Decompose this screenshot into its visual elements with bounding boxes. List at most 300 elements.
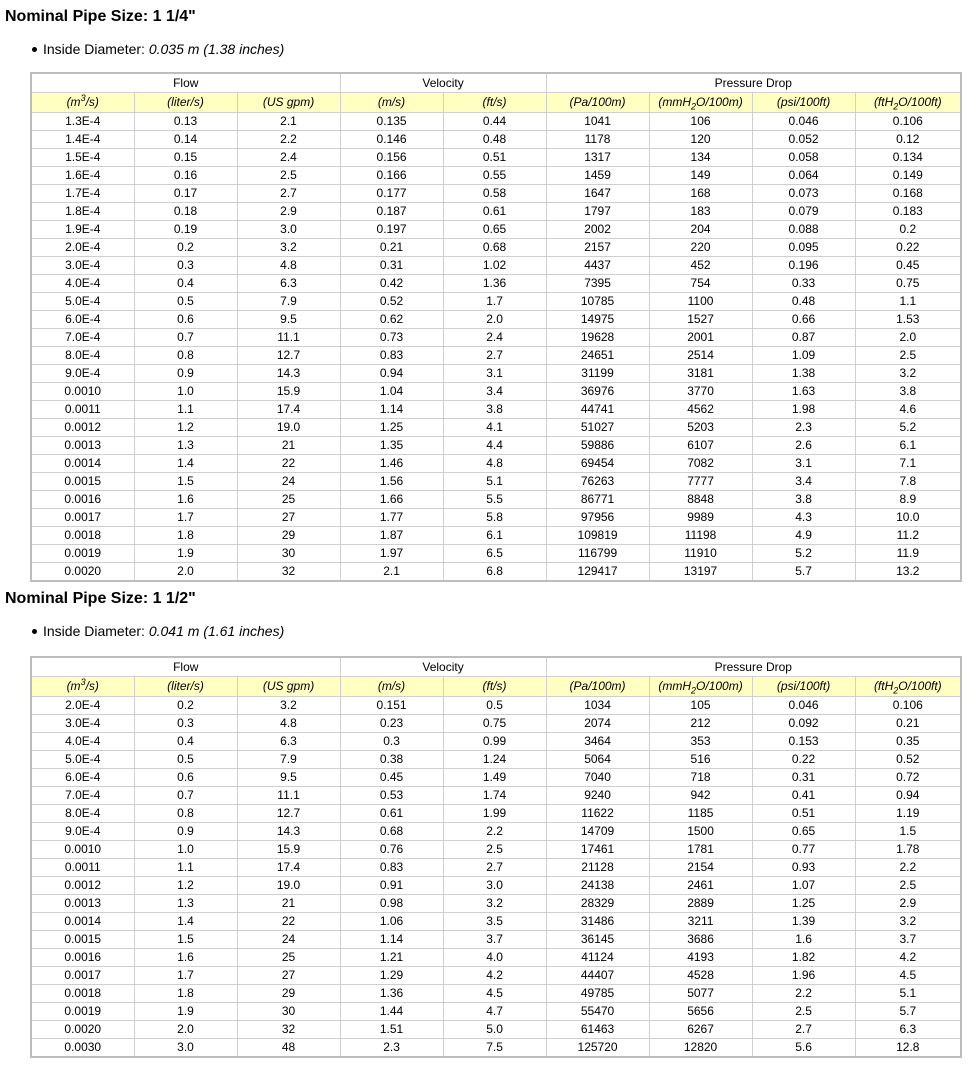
cell-flow-m3s: 0.0019: [31, 1003, 134, 1021]
cell-velocity-fts: 1.49: [443, 769, 546, 787]
cell-flow-usgpm: 3.2: [237, 697, 340, 715]
cell-pressure-pa: 44741: [546, 401, 649, 419]
cell-flow-usgpm: 6.3: [237, 733, 340, 751]
cell-pressure-fth2o: 0.22: [855, 239, 961, 257]
table-row: [31, 239, 961, 257]
cell-pressure-psi: 0.095: [752, 239, 855, 257]
cell-pressure-mmh2o: 4193: [649, 949, 752, 967]
cell-flow-m3s: 5.0E-4: [31, 751, 134, 769]
cell-velocity-fts: 4.7: [443, 1003, 546, 1021]
unit-text: 2: [691, 685, 697, 696]
cell-pressure-pa: 1178: [546, 131, 649, 149]
cell-velocity-ms: 1.14: [340, 931, 443, 949]
cell-pressure-mmh2o: 2461: [649, 877, 752, 895]
cell-velocity-fts: 2.2: [443, 823, 546, 841]
cell-pressure-mmh2o: 1527: [649, 311, 752, 329]
table-row: [31, 113, 961, 131]
table-row: [31, 203, 961, 221]
cell-flow-m3s: 0.0017: [31, 509, 134, 527]
cell-pressure-psi: 0.65: [752, 823, 855, 841]
cell-flow-usgpm: 6.3: [237, 275, 340, 293]
cell-velocity-fts: 0.75: [443, 715, 546, 733]
table-row: [31, 149, 961, 167]
cell-velocity-ms: 2.1: [340, 563, 443, 582]
cell-flow-usgpm: 2.1: [237, 113, 340, 131]
cell-velocity-fts: 0.51: [443, 149, 546, 167]
cell-flow-liters: 1.7: [134, 509, 237, 527]
cell-pressure-fth2o: 4.2: [855, 949, 961, 967]
unit-header-flow-usgpm: [237, 93, 340, 113]
cell-flow-liters: 1.1: [134, 401, 237, 419]
cell-pressure-fth2o: 0.106: [855, 697, 961, 715]
cell-pressure-psi: 4.3: [752, 509, 855, 527]
cell-pressure-fth2o: 0.52: [855, 751, 961, 769]
cell-flow-liters: 0.3: [134, 715, 237, 733]
cell-flow-usgpm: 22: [237, 455, 340, 473]
cell-flow-usgpm: 3.0: [237, 221, 340, 239]
cell-pressure-mmh2o: 8848: [649, 491, 752, 509]
cell-pressure-psi: 1.98: [752, 401, 855, 419]
cell-pressure-psi: 0.079: [752, 203, 855, 221]
unit-text: O/100ft): [898, 95, 942, 109]
cell-flow-usgpm: 29: [237, 985, 340, 1003]
cell-pressure-fth2o: 12.8: [855, 1039, 961, 1058]
cell-pressure-psi: 0.092: [752, 715, 855, 733]
cell-pressure-mmh2o: 1185: [649, 805, 752, 823]
unit-text: /s): [85, 679, 99, 693]
cell-pressure-fth2o: 6.1: [855, 437, 961, 455]
cell-flow-m3s: 3.0E-4: [31, 715, 134, 733]
cell-pressure-mmh2o: 4528: [649, 967, 752, 985]
table-row: [31, 221, 961, 239]
cell-flow-liters: 1.4: [134, 455, 237, 473]
cell-pressure-fth2o: 0.72: [855, 769, 961, 787]
cell-pressure-pa: 19628: [546, 329, 649, 347]
cell-pressure-mmh2o: 7777: [649, 473, 752, 491]
cell-velocity-ms: 0.62: [340, 311, 443, 329]
cell-pressure-pa: 17461: [546, 841, 649, 859]
unit-header-pressure-psi: [752, 677, 855, 697]
cell-flow-m3s: 1.4E-4: [31, 131, 134, 149]
cell-pressure-pa: 125720: [546, 1039, 649, 1058]
cell-pressure-fth2o: 2.9: [855, 895, 961, 913]
table-row: [31, 527, 961, 545]
cell-pressure-pa: 28329: [546, 895, 649, 913]
table-row: [31, 967, 961, 985]
cell-velocity-ms: 0.73: [340, 329, 443, 347]
cell-flow-usgpm: 27: [237, 967, 340, 985]
cell-pressure-pa: 86771: [546, 491, 649, 509]
cell-pressure-fth2o: 4.5: [855, 967, 961, 985]
unit-text: (ft/s): [482, 679, 507, 693]
cell-flow-usgpm: 14.3: [237, 365, 340, 383]
cell-pressure-fth2o: 1.53: [855, 311, 961, 329]
cell-velocity-ms: 0.83: [340, 859, 443, 877]
cell-flow-m3s: 0.0019: [31, 545, 134, 563]
cell-pressure-pa: 1041: [546, 113, 649, 131]
table-row: [31, 491, 961, 509]
cell-velocity-ms: 1.36: [340, 985, 443, 1003]
cell-pressure-mmh2o: 353: [649, 733, 752, 751]
cell-pressure-psi: 5.6: [752, 1039, 855, 1058]
table-row: [31, 733, 961, 751]
cell-velocity-ms: 0.21: [340, 239, 443, 257]
cell-flow-m3s: 0.0016: [31, 491, 134, 509]
unit-text: (ft/s): [482, 95, 507, 109]
cell-pressure-mmh2o: 13197: [649, 563, 752, 582]
cell-pressure-pa: 2074: [546, 715, 649, 733]
table-row: [31, 275, 961, 293]
cell-pressure-fth2o: 5.7: [855, 1003, 961, 1021]
cell-flow-liters: 0.6: [134, 769, 237, 787]
cell-velocity-fts: 3.8: [443, 401, 546, 419]
cell-flow-m3s: 3.0E-4: [31, 257, 134, 275]
cell-flow-m3s: 7.0E-4: [31, 787, 134, 805]
table-row: [31, 329, 961, 347]
cell-flow-m3s: 0.0018: [31, 527, 134, 545]
cell-velocity-fts: 1.7: [443, 293, 546, 311]
cell-pressure-psi: 0.046: [752, 113, 855, 131]
cell-velocity-fts: 0.55: [443, 167, 546, 185]
pipe-data-table: [30, 656, 962, 1058]
unit-text: (psi/100ft): [776, 95, 831, 109]
table-row: [31, 859, 961, 877]
cell-flow-usgpm: 4.8: [237, 257, 340, 275]
cell-flow-liters: 1.1: [134, 859, 237, 877]
cell-flow-liters: 0.2: [134, 697, 237, 715]
unit-text: (ftH: [873, 95, 894, 109]
cell-velocity-fts: 3.5: [443, 913, 546, 931]
cell-pressure-mmh2o: 11198: [649, 527, 752, 545]
unit-text: /s): [85, 95, 99, 109]
cell-flow-m3s: 0.0014: [31, 455, 134, 473]
cell-velocity-ms: 1.66: [340, 491, 443, 509]
cell-flow-usgpm: 2.5: [237, 167, 340, 185]
unit-text: 2: [893, 101, 899, 112]
cell-pressure-psi: 0.48: [752, 293, 855, 311]
cell-pressure-psi: 1.25: [752, 895, 855, 913]
cell-pressure-fth2o: 11.2: [855, 527, 961, 545]
unit-text: (US gpm): [262, 679, 315, 693]
cell-flow-usgpm: 12.7: [237, 347, 340, 365]
unit-header-flow-usgpm: [237, 677, 340, 697]
cell-flow-usgpm: 7.9: [237, 293, 340, 311]
cell-velocity-fts: 0.61: [443, 203, 546, 221]
cell-velocity-fts: 4.0: [443, 949, 546, 967]
cell-pressure-pa: 10785: [546, 293, 649, 311]
cell-pressure-pa: 1647: [546, 185, 649, 203]
cell-velocity-ms: 0.91: [340, 877, 443, 895]
cell-pressure-mmh2o: 5077: [649, 985, 752, 1003]
cell-flow-liters: 0.9: [134, 365, 237, 383]
table-row: [31, 1003, 961, 1021]
cell-pressure-mmh2o: 204: [649, 221, 752, 239]
cell-flow-liters: 0.18: [134, 203, 237, 221]
cell-flow-usgpm: 11.1: [237, 787, 340, 805]
cell-pressure-pa: 49785: [546, 985, 649, 1003]
cell-pressure-pa: 14709: [546, 823, 649, 841]
cell-flow-liters: 0.6: [134, 311, 237, 329]
cell-pressure-mmh2o: 3686: [649, 931, 752, 949]
cell-pressure-fth2o: 7.1: [855, 455, 961, 473]
cell-pressure-psi: 0.22: [752, 751, 855, 769]
cell-pressure-fth2o: 11.9: [855, 545, 961, 563]
cell-pressure-fth2o: 0.94: [855, 787, 961, 805]
unit-text: O/100ft): [898, 679, 942, 693]
cell-velocity-ms: 1.51: [340, 1021, 443, 1039]
cell-pressure-pa: 31486: [546, 913, 649, 931]
cell-velocity-fts: 6.5: [443, 545, 546, 563]
cell-flow-m3s: 2.0E-4: [31, 697, 134, 715]
cell-pressure-psi: 4.9: [752, 527, 855, 545]
cell-flow-m3s: 0.0015: [31, 931, 134, 949]
cell-velocity-ms: 0.38: [340, 751, 443, 769]
cell-pressure-mmh2o: 942: [649, 787, 752, 805]
cell-pressure-psi: 1.07: [752, 877, 855, 895]
cell-flow-m3s: 1.7E-4: [31, 185, 134, 203]
cell-flow-liters: 1.3: [134, 437, 237, 455]
table-row: [31, 347, 961, 365]
cell-flow-usgpm: 27: [237, 509, 340, 527]
cell-pressure-psi: 2.5: [752, 1003, 855, 1021]
cell-pressure-pa: 59886: [546, 437, 649, 455]
cell-flow-usgpm: 25: [237, 949, 340, 967]
unit-text: 3: [80, 677, 86, 687]
cell-pressure-psi: 0.66: [752, 311, 855, 329]
cell-flow-m3s: 0.0012: [31, 419, 134, 437]
table-row: [31, 419, 961, 437]
cell-flow-m3s: 1.6E-4: [31, 167, 134, 185]
unit-header-pressure-mmh2o: [649, 93, 752, 113]
unit-header-flow-m3s: [31, 677, 134, 697]
cell-flow-m3s: 8.0E-4: [31, 805, 134, 823]
cell-pressure-mmh2o: 1781: [649, 841, 752, 859]
cell-flow-liters: 0.3: [134, 257, 237, 275]
cell-velocity-ms: 0.156: [340, 149, 443, 167]
cell-pressure-pa: 55470: [546, 1003, 649, 1021]
cell-velocity-fts: 0.65: [443, 221, 546, 239]
cell-pressure-mmh2o: 6267: [649, 1021, 752, 1039]
cell-flow-usgpm: 3.2: [237, 239, 340, 257]
cell-velocity-ms: 0.23: [340, 715, 443, 733]
unit-header-pressure-fth2o: [855, 93, 961, 113]
cell-flow-usgpm: 30: [237, 545, 340, 563]
cell-flow-usgpm: 17.4: [237, 859, 340, 877]
cell-pressure-psi: 1.63: [752, 383, 855, 401]
cell-pressure-pa: 116799: [546, 545, 649, 563]
cell-velocity-ms: 0.94: [340, 365, 443, 383]
cell-velocity-ms: 0.197: [340, 221, 443, 239]
cell-velocity-ms: 0.146: [340, 131, 443, 149]
cell-pressure-psi: 0.088: [752, 221, 855, 239]
cell-pressure-fth2o: 7.8: [855, 473, 961, 491]
cell-flow-usgpm: 9.5: [237, 311, 340, 329]
cell-pressure-fth2o: 0.21: [855, 715, 961, 733]
unit-text: (mmH: [658, 95, 692, 109]
cell-flow-m3s: 7.0E-4: [31, 329, 134, 347]
cell-flow-usgpm: 30: [237, 1003, 340, 1021]
cell-velocity-ms: 1.44: [340, 1003, 443, 1021]
cell-pressure-mmh2o: 2154: [649, 859, 752, 877]
cell-flow-usgpm: 32: [237, 563, 340, 582]
unit-text: 2: [691, 101, 697, 112]
unit-text: O/100m): [696, 95, 743, 109]
cell-flow-liters: 0.4: [134, 733, 237, 751]
table-row: [31, 401, 961, 419]
cell-flow-m3s: 9.0E-4: [31, 365, 134, 383]
cell-flow-m3s: 8.0E-4: [31, 347, 134, 365]
units-header-row: [31, 93, 961, 113]
cell-pressure-pa: 1317: [546, 149, 649, 167]
cell-flow-liters: 1.5: [134, 473, 237, 491]
table-row: [31, 437, 961, 455]
cell-pressure-fth2o: 13.2: [855, 563, 961, 582]
cell-pressure-pa: 1459: [546, 167, 649, 185]
cell-pressure-pa: 1797: [546, 203, 649, 221]
cell-velocity-fts: 2.4: [443, 329, 546, 347]
table-row: [31, 473, 961, 491]
cell-flow-usgpm: 12.7: [237, 805, 340, 823]
cell-flow-m3s: 6.0E-4: [31, 311, 134, 329]
cell-velocity-fts: 2.0: [443, 311, 546, 329]
cell-flow-usgpm: 21: [237, 437, 340, 455]
cell-pressure-pa: 2157: [546, 239, 649, 257]
cell-pressure-psi: 1.82: [752, 949, 855, 967]
cell-flow-usgpm: 21: [237, 895, 340, 913]
cell-pressure-mmh2o: 106: [649, 113, 752, 131]
cell-pressure-mmh2o: 4562: [649, 401, 752, 419]
cell-pressure-pa: 41124: [546, 949, 649, 967]
cell-velocity-fts: 2.5: [443, 841, 546, 859]
cell-velocity-ms: 1.25: [340, 419, 443, 437]
cell-pressure-fth2o: 2.5: [855, 877, 961, 895]
cell-flow-liters: 1.9: [134, 1003, 237, 1021]
cell-flow-m3s: 1.3E-4: [31, 113, 134, 131]
cell-pressure-fth2o: 0.168: [855, 185, 961, 203]
cell-flow-m3s: 1.8E-4: [31, 203, 134, 221]
cell-flow-m3s: 0.0010: [31, 841, 134, 859]
group-header-row: [31, 73, 961, 93]
cell-pressure-fth2o: 2.5: [855, 347, 961, 365]
cell-pressure-psi: 0.153: [752, 733, 855, 751]
unit-header-pressure-fth2o: [855, 677, 961, 697]
inside-diameter-value: 0.041 m (1.61 inches): [148, 623, 285, 639]
cell-flow-usgpm: 15.9: [237, 383, 340, 401]
unit-header-velocity-fts: [443, 93, 546, 113]
cell-pressure-psi: 0.51: [752, 805, 855, 823]
table-row: [31, 311, 961, 329]
cell-velocity-ms: 0.53: [340, 787, 443, 805]
cell-velocity-ms: 1.56: [340, 473, 443, 491]
cell-flow-liters: 0.19: [134, 221, 237, 239]
cell-pressure-pa: 44407: [546, 967, 649, 985]
cell-velocity-fts: 0.58: [443, 185, 546, 203]
cell-pressure-psi: 2.3: [752, 419, 855, 437]
cell-pressure-psi: 0.046: [752, 697, 855, 715]
unit-text: (m: [66, 679, 81, 693]
table-row: [31, 877, 961, 895]
cell-pressure-mmh2o: 1500: [649, 823, 752, 841]
cell-flow-m3s: 6.0E-4: [31, 769, 134, 787]
cell-pressure-psi: 3.1: [752, 455, 855, 473]
cell-velocity-ms: 2.3: [340, 1039, 443, 1058]
cell-pressure-pa: 69454: [546, 455, 649, 473]
cell-pressure-fth2o: 8.9: [855, 491, 961, 509]
cell-pressure-psi: 0.058: [752, 149, 855, 167]
group-header-row: [31, 657, 961, 677]
table-row: [31, 293, 961, 311]
table-body: [31, 113, 961, 582]
cell-pressure-psi: 0.052: [752, 131, 855, 149]
table-row: [31, 769, 961, 787]
group-header-pressure-drop: Pressure Drop: [546, 73, 961, 93]
unit-text: 2: [893, 685, 899, 696]
cell-flow-m3s: 0.0018: [31, 985, 134, 1003]
cell-flow-usgpm: 19.0: [237, 877, 340, 895]
cell-flow-liters: 1.3: [134, 895, 237, 913]
unit-header-flow-liters: [134, 93, 237, 113]
cell-flow-m3s: 0.0020: [31, 563, 134, 582]
cell-pressure-mmh2o: 105: [649, 697, 752, 715]
unit-header-velocity-ms: [340, 677, 443, 697]
cell-pressure-mmh2o: 168: [649, 185, 752, 203]
cell-pressure-mmh2o: 754: [649, 275, 752, 293]
unit-text: (ftH: [873, 679, 894, 693]
group-header-flow: Flow: [31, 657, 340, 677]
cell-flow-liters: 0.7: [134, 787, 237, 805]
cell-flow-usgpm: 25: [237, 491, 340, 509]
cell-velocity-fts: 3.2: [443, 895, 546, 913]
cell-pressure-pa: 24651: [546, 347, 649, 365]
section-title: Nominal Pipe Size: 1 1/4": [5, 8, 196, 25]
cell-pressure-mmh2o: 134: [649, 149, 752, 167]
cell-flow-usgpm: 15.9: [237, 841, 340, 859]
cell-velocity-fts: 5.0: [443, 1021, 546, 1039]
cell-flow-m3s: 4.0E-4: [31, 733, 134, 751]
cell-velocity-ms: 0.31: [340, 257, 443, 275]
cell-pressure-psi: 0.064: [752, 167, 855, 185]
unit-text: (m/s): [377, 679, 406, 693]
unit-header-flow-m3s: [31, 93, 134, 113]
cell-pressure-fth2o: 1.5: [855, 823, 961, 841]
cell-flow-liters: 1.8: [134, 527, 237, 545]
cell-flow-usgpm: 19.0: [237, 419, 340, 437]
table-row: [31, 167, 961, 185]
cell-velocity-fts: 1.74: [443, 787, 546, 805]
cell-flow-usgpm: 2.7: [237, 185, 340, 203]
cell-pressure-pa: 5064: [546, 751, 649, 769]
cell-pressure-psi: 2.7: [752, 1021, 855, 1039]
cell-pressure-mmh2o: 1100: [649, 293, 752, 311]
cell-pressure-fth2o: 0.183: [855, 203, 961, 221]
cell-pressure-mmh2o: 5203: [649, 419, 752, 437]
cell-pressure-mmh2o: 718: [649, 769, 752, 787]
unit-text: (Pa/100m): [569, 679, 626, 693]
inside-diameter-label: Inside Diameter:: [43, 623, 149, 639]
cell-pressure-psi: 0.41: [752, 787, 855, 805]
cell-pressure-psi: 0.87: [752, 329, 855, 347]
cell-flow-m3s: 0.0017: [31, 967, 134, 985]
cell-pressure-psi: 1.96: [752, 967, 855, 985]
cell-pressure-fth2o: 10.0: [855, 509, 961, 527]
cell-flow-liters: 0.5: [134, 751, 237, 769]
cell-pressure-fth2o: 3.2: [855, 913, 961, 931]
table-row: [31, 895, 961, 913]
cell-velocity-ms: 0.45: [340, 769, 443, 787]
cell-velocity-fts: 4.1: [443, 419, 546, 437]
cell-pressure-pa: 61463: [546, 1021, 649, 1039]
cell-flow-liters: 1.6: [134, 949, 237, 967]
